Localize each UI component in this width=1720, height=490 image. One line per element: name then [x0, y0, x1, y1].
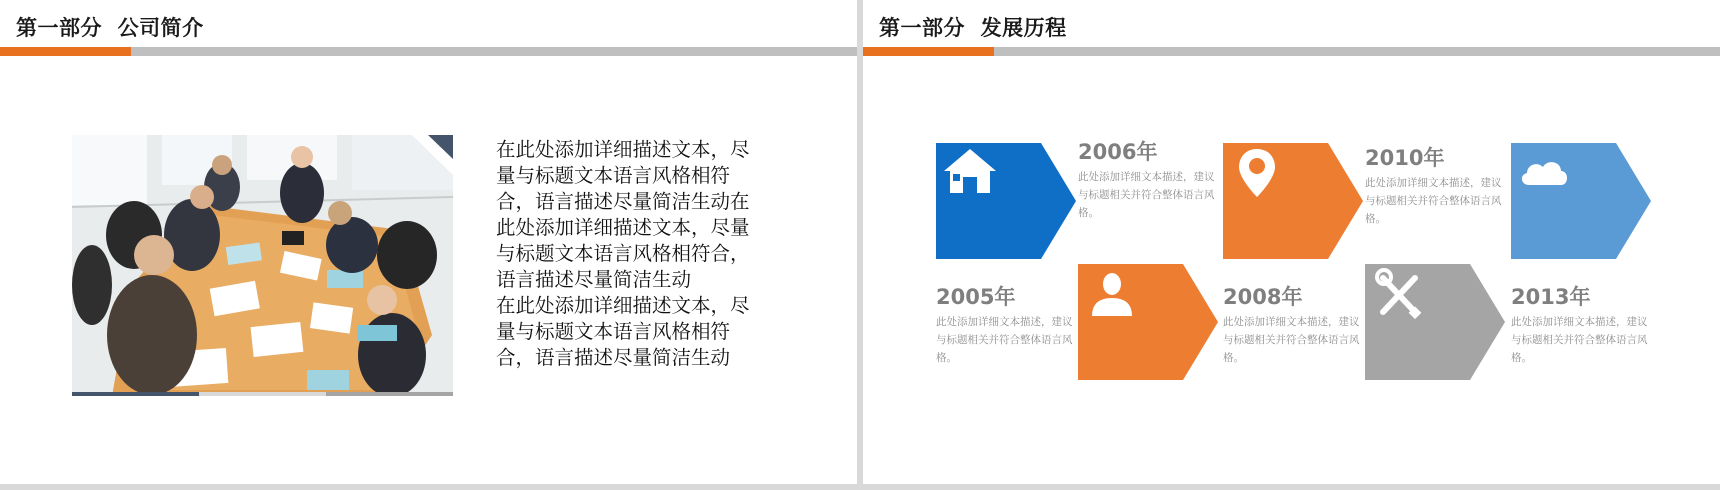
- photo-caption-strip: [72, 392, 453, 396]
- description-paragraph-2: 在此处添加详细描述文本，尽量与标题文本语言风格相符合，语言描述尽量简洁生动: [496, 294, 750, 369]
- location-pin-icon: [1223, 143, 1291, 203]
- title-underline-accent: [863, 47, 994, 56]
- description-text: [496, 137, 764, 371]
- title-underline-bar: [863, 47, 1720, 56]
- slide-title: 第一部分 发展历程: [879, 16, 1067, 40]
- slide-development-history: [863, 0, 1720, 484]
- timeline-year-2013: 2013年: [1511, 285, 1591, 309]
- timeline-year-2008: 2008年: [1223, 285, 1303, 309]
- timeline-desc-2010: 此处添加详细文本描述，建议与标题相关并符合整体语言风格。: [1365, 177, 1502, 225]
- timeline-desc-2013: 此处添加详细文本描述，建议与标题相关并符合整体语言风格。: [1511, 316, 1648, 364]
- timeline-year-2010: 2010年: [1365, 146, 1445, 170]
- description-paragraph-1: 在此处添加详细描述文本，尽量与标题文本语言风格相符合，语言描述尽量简洁生动在此处添加详细描述文本，尽量与标题文本语言风格相符合，语言描述尽量简洁生动: [496, 138, 750, 291]
- timeline-year-2006: 2006年: [1078, 140, 1158, 164]
- timeline-box-2013: [1511, 143, 1651, 259]
- title-underline-accent: [0, 47, 131, 56]
- cloud-icon: [1511, 143, 1579, 203]
- timeline-year-2005: 2005年: [936, 285, 1016, 309]
- slide-title: 第一部分 公司简介: [16, 16, 204, 40]
- timeline-desc-2005: 此处添加详细文本描述，建议与标题相关并符合整体语言风格。: [936, 316, 1073, 364]
- slide-company-profile: [0, 0, 857, 484]
- home-icon: [936, 143, 1004, 203]
- timeline-box-2008: [1365, 264, 1505, 380]
- tools-icon: [1365, 264, 1433, 324]
- timeline-box-2006: [936, 143, 1076, 259]
- meeting-photo: [72, 135, 453, 396]
- timeline-desc-2006: 此处添加详细文本描述，建议与标题相关并符合整体语言风格。: [1078, 171, 1215, 219]
- title-underline-bar: [0, 47, 857, 56]
- timeline-desc-2008: 此处添加详细文本描述，建议与标题相关并符合整体语言风格。: [1223, 316, 1360, 364]
- timeline-box-2010: [1223, 143, 1363, 259]
- user-icon: [1078, 264, 1146, 324]
- timeline-box-2005: [1078, 264, 1218, 380]
